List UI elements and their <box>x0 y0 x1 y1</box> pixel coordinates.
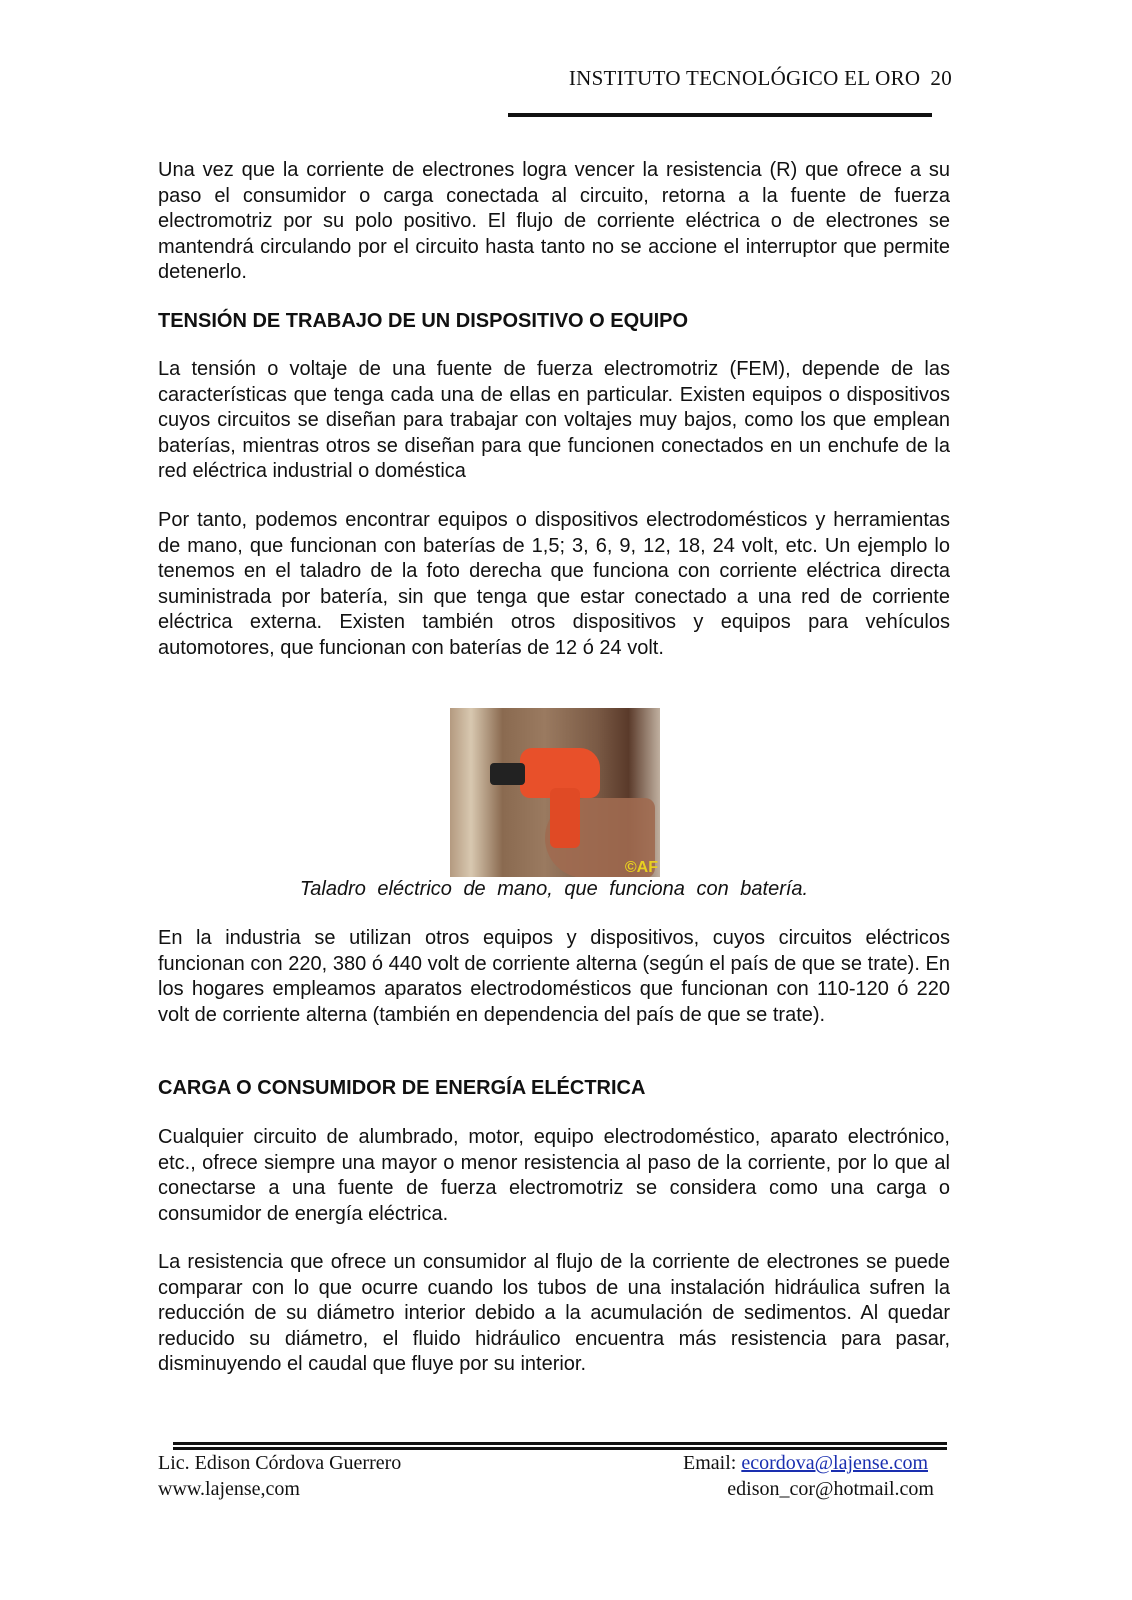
drill-handle <box>550 788 580 848</box>
paragraph: La resistencia que ofrece un consumidor al flujo de la corriente de electrones se puede comparar con lo que ocurre cuando los tubos de una instalación hidráulica sufren la reducción de su diámetro interior debido a la acumulación de sedimentos. Al quedar reducido su diámetro, el fluido hidráulico encuentra más resistencia para pasar, disminuyendo el caudal que fluye por su interior. <box>158 1251 950 1376</box>
header-rule <box>508 113 932 117</box>
paragraph: Cualquier circuito de alumbrado, motor, equipo electrodoméstico, aparato electrónico, etc., ofrece siempre una mayor o menor resistencia al paso de la corriente, por lo que al conectarse a una fuente de fuerza electromotriz se considera como una carga o consumidor de energía eléctrica. <box>158 1126 950 1225</box>
email-link[interactable]: ecordova@lajense.com <box>741 1452 928 1474</box>
email-label: Email: <box>683 1452 737 1474</box>
section-heading: TENSIÓN DE TRABAJO DE UN DISPOSITIVO O EQUIPO <box>158 310 689 332</box>
paragraph: La tensión o voltaje de una fuente de fuerza electromotriz (FEM), depende de las características que tenga cada una de ellas en particular. Existen equipos o dispositivos cuyos circuitos se diseñan para trabajar con voltajes muy bajos, como los que emplean baterías, mientras otros se diseñan para que funcionen conectados en un enchufe de la red eléctrica industrial o doméstica <box>158 358 950 483</box>
footer-rule <box>173 1442 947 1445</box>
footer-rule <box>173 1447 947 1450</box>
photo-watermark: ©AF <box>624 859 658 876</box>
drill-photo <box>450 708 660 877</box>
paragraph: Por tanto, podemos encontrar equipos o dispositivos electrodomésticos y herramientas de mano, que funcionan con baterías de 1,5; 3, 6, 9, 12, 18, 24 volt, etc. Un ejemplo lo tenemos en el taladro de la foto derecha que funciona con corriente eléctrica directa suministrada por batería, sin que tenga que estar conectado a una red de corriente eléctrica externa. Existen también otros dispositivos y equipos para vehículos automotores, que funcionan con baterías de 12 ó 24 volt. <box>158 509 950 659</box>
footer-email2: edison_cor@hotmail.com <box>727 1478 934 1500</box>
page-header <box>569 66 952 91</box>
paragraph: Una vez que la corriente de electrones logra vencer la resistencia (R) que ofrece a su paso el consumidor o carga conectada al circuito, retorna a la fuente de fuerza electromotriz por su polo positivo. El flujo de corriente eléctrica o de electrones se mantendrá circulando por el circuito hasta tanto no se accione el interruptor que permite detenerlo. <box>158 159 950 284</box>
figure-caption: Taladro eléctrico de mano, que funciona con batería. <box>299 878 809 900</box>
footer-website: www.lajense,com <box>158 1478 300 1500</box>
drill-chuck <box>490 763 525 785</box>
footer-author: Lic. Edison Córdova Guerrero <box>158 1452 402 1474</box>
paragraph: En la industria se utilizan otros equipos y dispositivos, cuyos circuitos eléctricos funcionan con 220, 380 ó 440 volt de corriente alterna (según el país de que se trate). En los hogares empleamos aparatos electrodomésticos que funcionan con 110-120 ó 220 volt de corriente alterna (también en dependencia del país de que se trate). <box>158 927 950 1026</box>
page-number: 20 <box>930 66 952 90</box>
footer-email <box>683 1452 928 1475</box>
section-heading: CARGA O CONSUMIDOR DE ENERGÍA ELÉCTRICA <box>158 1077 646 1099</box>
header-title: INSTITUTO TECNOLÓGICO EL ORO <box>568 66 921 90</box>
